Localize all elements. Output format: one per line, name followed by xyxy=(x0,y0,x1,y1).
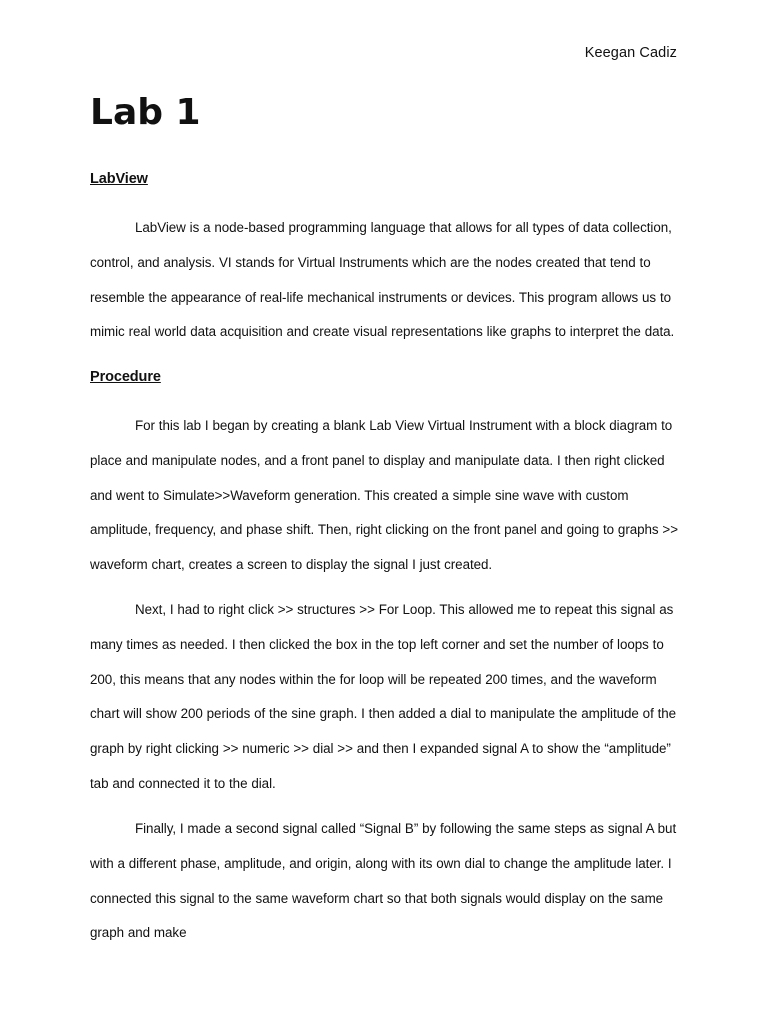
page-title: Lab 1 xyxy=(90,92,201,133)
paragraph-labview-intro: LabView is a node-based programming language that allows for all types of data collection, control, and analysis. VI stands for Virtual Instruments which are the nodes created that tend to resemble the appearance of real-life mechanical instruments or devices. This program allows us to mimic real world data acquisition and create visual representations like graphs to interpret the data. xyxy=(90,220,675,340)
section-heading-procedure: Procedure xyxy=(90,369,161,385)
paragraph-procedure-1: For this lab I began by creating a blank Lab View Virtual Instrument with a block diagram to place and manipulate nodes, and a front panel to display and manipulate data. I then right clicked and went to Simulate>>Waveform generation. This created a simple sine wave with custom amplitude, frequency, and phase shift. Then, right clicking on the front panel and going to graphs >> waveform chart, creates a screen to display the signal I just created. xyxy=(90,418,678,573)
author-name: Keegan Cadiz xyxy=(584,45,677,61)
section-heading-labview: LabView xyxy=(90,171,148,187)
paragraph-procedure-3: Finally, I made a second signal called “Signal B” by following the same steps as signal A but with a different phase, amplitude, and origin, along with its own dial to change the amplitude later. I connected this signal to the same waveform chart so that both signals would display on the same graph and make xyxy=(90,821,677,941)
paragraph-procedure-2: Next, I had to right click >> structures >> For Loop. This allowed me to repeat this signal as many times as needed. I then clicked the box in the top left corner and set the number of loops to 200, this means that any nodes within the for loop will be repeated 200 times, and the waveform chart will show 200 periods of the sine graph. I then added a dial to manipulate the amplitude of the graph by right clicking >> numeric >> dial >> and then I expanded signal A to show the “amplitude” tab and connected it to the dial. xyxy=(90,602,677,791)
